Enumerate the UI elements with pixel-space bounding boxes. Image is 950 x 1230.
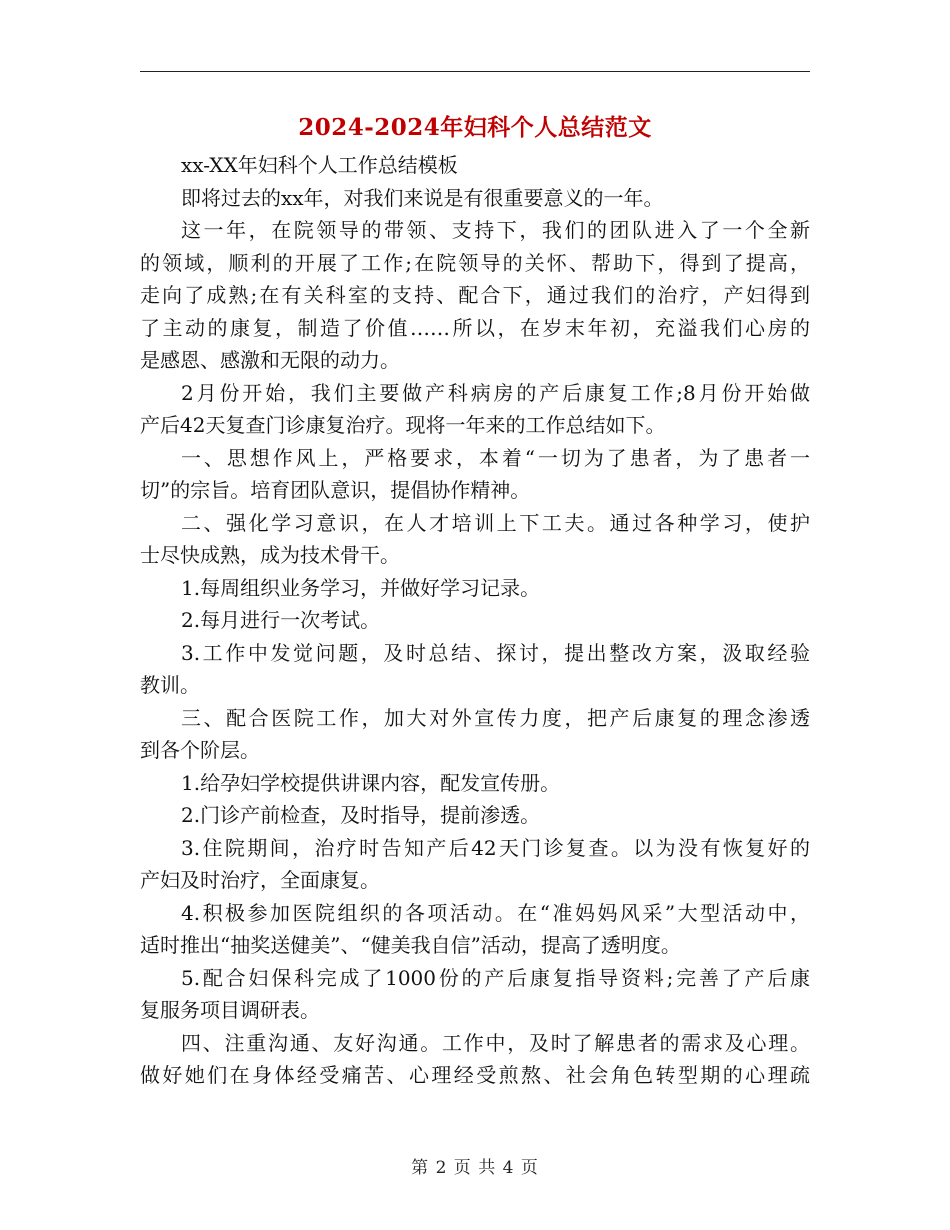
text-line: 产妇及时治疗，全面康复。: [140, 868, 380, 892]
header-rule: [140, 71, 810, 72]
text-line: xx-XX年妇科个人工作总结模板: [181, 153, 458, 177]
text-line: 士尽快成熟，成为技术骨干。: [140, 543, 400, 567]
page-number: 第 2 页 共 4 页: [411, 1158, 539, 1178]
text-line: 这一年，在院领导的带领、支持下，我们的团队进入了一个全新: [181, 218, 810, 242]
text-line: 2.门诊产前检查，及时指导，提前渗透。: [181, 803, 541, 827]
text-line: 走向了成熟;在有关科室的支持、配合下，通过我们的治疗，产妇得到: [140, 283, 810, 307]
text-line: 到各个阶层。: [140, 738, 260, 762]
text-line: 切”的宗旨。培育团队意识，提倡协作精神。: [140, 478, 531, 502]
text-line: 产后42天复查门诊康复治疗。现将一年来的工作总结如下。: [140, 413, 666, 437]
text-line: 3.住院期间，治疗时告知产后42天门诊复查。以为没有恢复好的: [181, 835, 810, 860]
text-line: 2月份开始，我们主要做产科病房的产后康复工作;8月份开始做: [181, 380, 810, 405]
text-line: 教训。: [140, 673, 200, 697]
document-body: [140, 149, 810, 1092]
text-line: 二、强化学习意识，在人才培训上下工夫。通过各种学习，使护: [181, 510, 810, 535]
text-line: 即将过去的xx年，对我们来说是有很重要意义的一年。: [181, 185, 664, 210]
text-line: 复服务项目调研表。: [140, 998, 320, 1022]
text-line: 1.给孕妇学校提供讲课内容，配发宣传册。: [181, 770, 561, 795]
text-line: 三、配合医院工作，加大对外宣传力度，把产后康复的理念渗透: [181, 705, 810, 730]
text-line: 的领域，顺利的开展了工作;在院领导的关怀、帮助下，得到了提高，: [140, 250, 810, 275]
text-line: 是感恩、感激和无限的动力。: [140, 348, 400, 372]
text-line: 3.工作中发觉问题，及时总结、探讨，提出整改方案，汲取经验: [181, 640, 810, 665]
text-line: 适时推出“抽奖送健美”、“健美我自信”活动，提高了透明度。: [140, 933, 681, 957]
text-line: 2.每月进行一次考试。: [181, 608, 381, 632]
text-line: 了主动的康复，制造了价值……所以，在岁末年初，充溢我们心房的: [140, 315, 810, 340]
text-line: 5.配合妇保科完成了1000份的产后康复指导资料;完善了产后康: [181, 965, 810, 990]
text-line: 1.每周组织业务学习，并做好学习记录。: [181, 575, 541, 600]
text-line: 4.积极参加医院组织的各项活动。在“准妈妈风采”大型活动中，: [181, 900, 810, 925]
document-title: 2024-2024年妇科个人总结范文: [298, 114, 652, 141]
text-line: 四、注重沟通、友好沟通。工作中，及时了解患者的需求及心理。: [181, 1030, 810, 1055]
text-line: 做好她们在身体经受痛苦、心理经受煎熬、社会角色转型期的心理疏: [140, 1063, 810, 1087]
text-line: 一、思想作风上，严格要求，本着“一切为了患者，为了患者一: [181, 445, 810, 470]
